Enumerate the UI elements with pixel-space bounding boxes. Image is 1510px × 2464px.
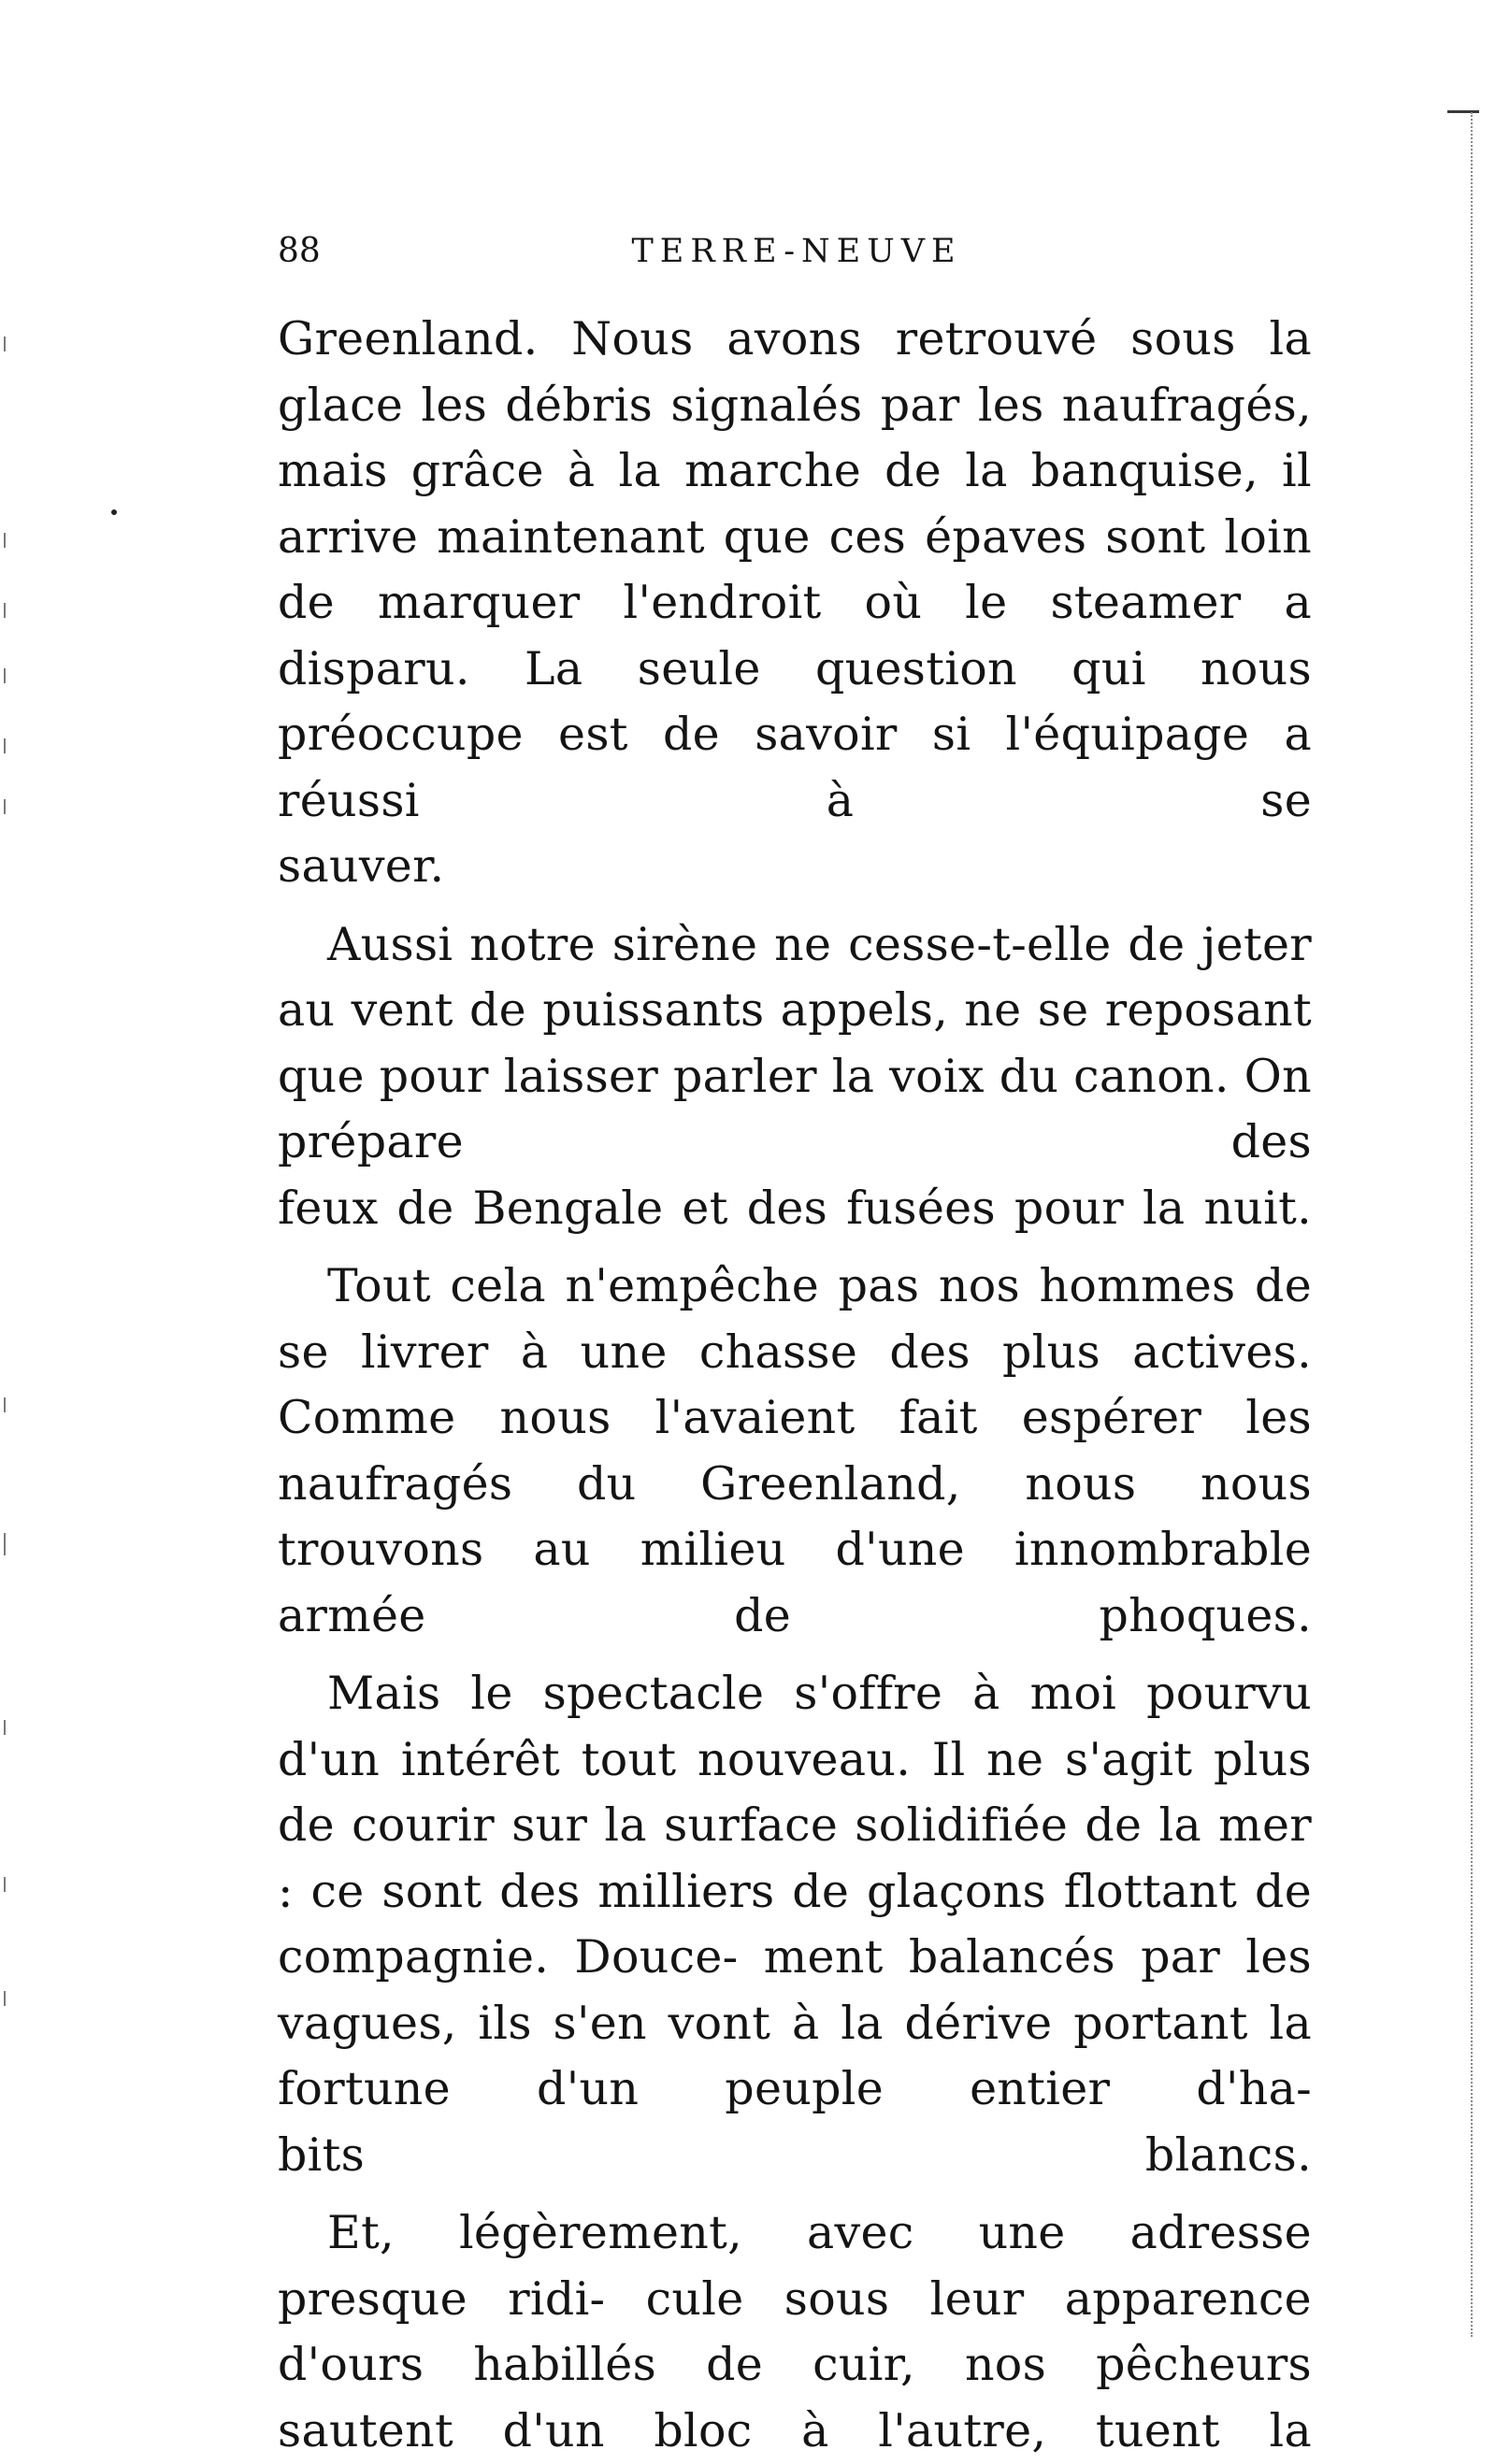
left-margin-mark	[4, 1397, 6, 1412]
text-line: ment balancés par les vagues, ils s'en vont à la	[278, 1930, 1312, 2050]
margin-tick-mark	[1447, 110, 1479, 113]
left-margin-mark	[4, 1991, 6, 2006]
text-line: livrer à une chasse des plus actives. Comme nous	[278, 1325, 1312, 1444]
text-line: Greenland. Nous avons retrouvé sous la glace les	[278, 312, 1312, 432]
text-line: bits blancs.	[278, 2127, 1312, 2182]
paragraph	[278, 912, 1312, 1242]
text-line: nos pêcheurs sautent d'un bloc à l'autre, tuent la	[278, 2338, 1313, 2457]
paragraph	[278, 2200, 1312, 2464]
left-margin-mark	[4, 533, 6, 548]
text-line: vent de puissants appels, ne se reposant que pour	[278, 983, 1312, 1103]
text-line: sauver.	[278, 839, 445, 893]
text-line: steamer a disparu. La seule question qui nous	[278, 576, 1312, 695]
text-line: sur la surface solidifiée de la mer : ce sont des	[278, 1798, 1312, 1918]
right-margin-rule	[1471, 112, 1473, 2337]
text-line: nous nous trouvons au milieu d'une innombrable	[278, 1456, 1312, 1576]
text-line: feux de Bengale et des fusées pour la nuit.	[278, 1181, 1312, 1235]
left-margin-mark	[4, 1533, 6, 1548]
text-line: laisser parler la voix du canon. On prépare des	[278, 1049, 1313, 1168]
text-line: Tout cela n'empêche pas nos hommes de se	[278, 1259, 1312, 1379]
left-margin-mark	[4, 738, 6, 753]
left-margin-mark	[4, 337, 6, 351]
text-line: dérive portant la fortune d'un peuple entier d'ha-	[278, 1996, 1312, 2115]
running-title: TERRE-NEUVE	[631, 233, 962, 270]
paragraph	[278, 307, 1312, 900]
text-line: Et, légèrement, avec une adresse presque ridi-	[278, 2206, 1312, 2326]
text-line: débris signalés par les naufragés, mais grâce à la	[278, 378, 1312, 497]
text-line: milliers de glaçons flottant de compagnie. Douce-	[278, 1864, 1312, 1984]
text-line: l'avaient fait espérer les naufragés du Greenland,	[278, 1391, 1312, 1511]
left-margin-mark	[4, 1720, 6, 1735]
left-margin-mark	[4, 799, 6, 814]
text-line: armée de phoques.	[278, 1588, 1312, 1642]
text-line: Mais le spectacle s'offre à moi pourvu d'un	[278, 1667, 1312, 1786]
page-header	[278, 228, 1316, 275]
text-line: Aussi notre sirène ne cesse-t-elle de jeter au	[278, 917, 1312, 1037]
text-line: ces épaves sont loin de marquer l'endroit où le	[278, 509, 1312, 629]
left-margin-mark	[4, 603, 6, 618]
ink-speck	[111, 509, 117, 515]
paragraph	[278, 1253, 1312, 1649]
text-line: cule sous leur apparence d'ours habillés de cuir,	[278, 2271, 1312, 2391]
page-number: 88	[278, 232, 321, 270]
body-text	[278, 307, 1312, 2464]
left-margin-mark	[4, 1877, 6, 1892]
paragraph	[278, 1661, 1312, 2188]
left-margin-mark	[4, 668, 6, 683]
text-line: préoccupe est de savoir si l'équipage a réussi à se	[278, 708, 1312, 827]
text-line: marche de la banquise, il arrive maintenant que	[278, 444, 1313, 564]
text-line: intérêt tout nouveau. Il ne s'agit plus de courir	[278, 1732, 1312, 1852]
